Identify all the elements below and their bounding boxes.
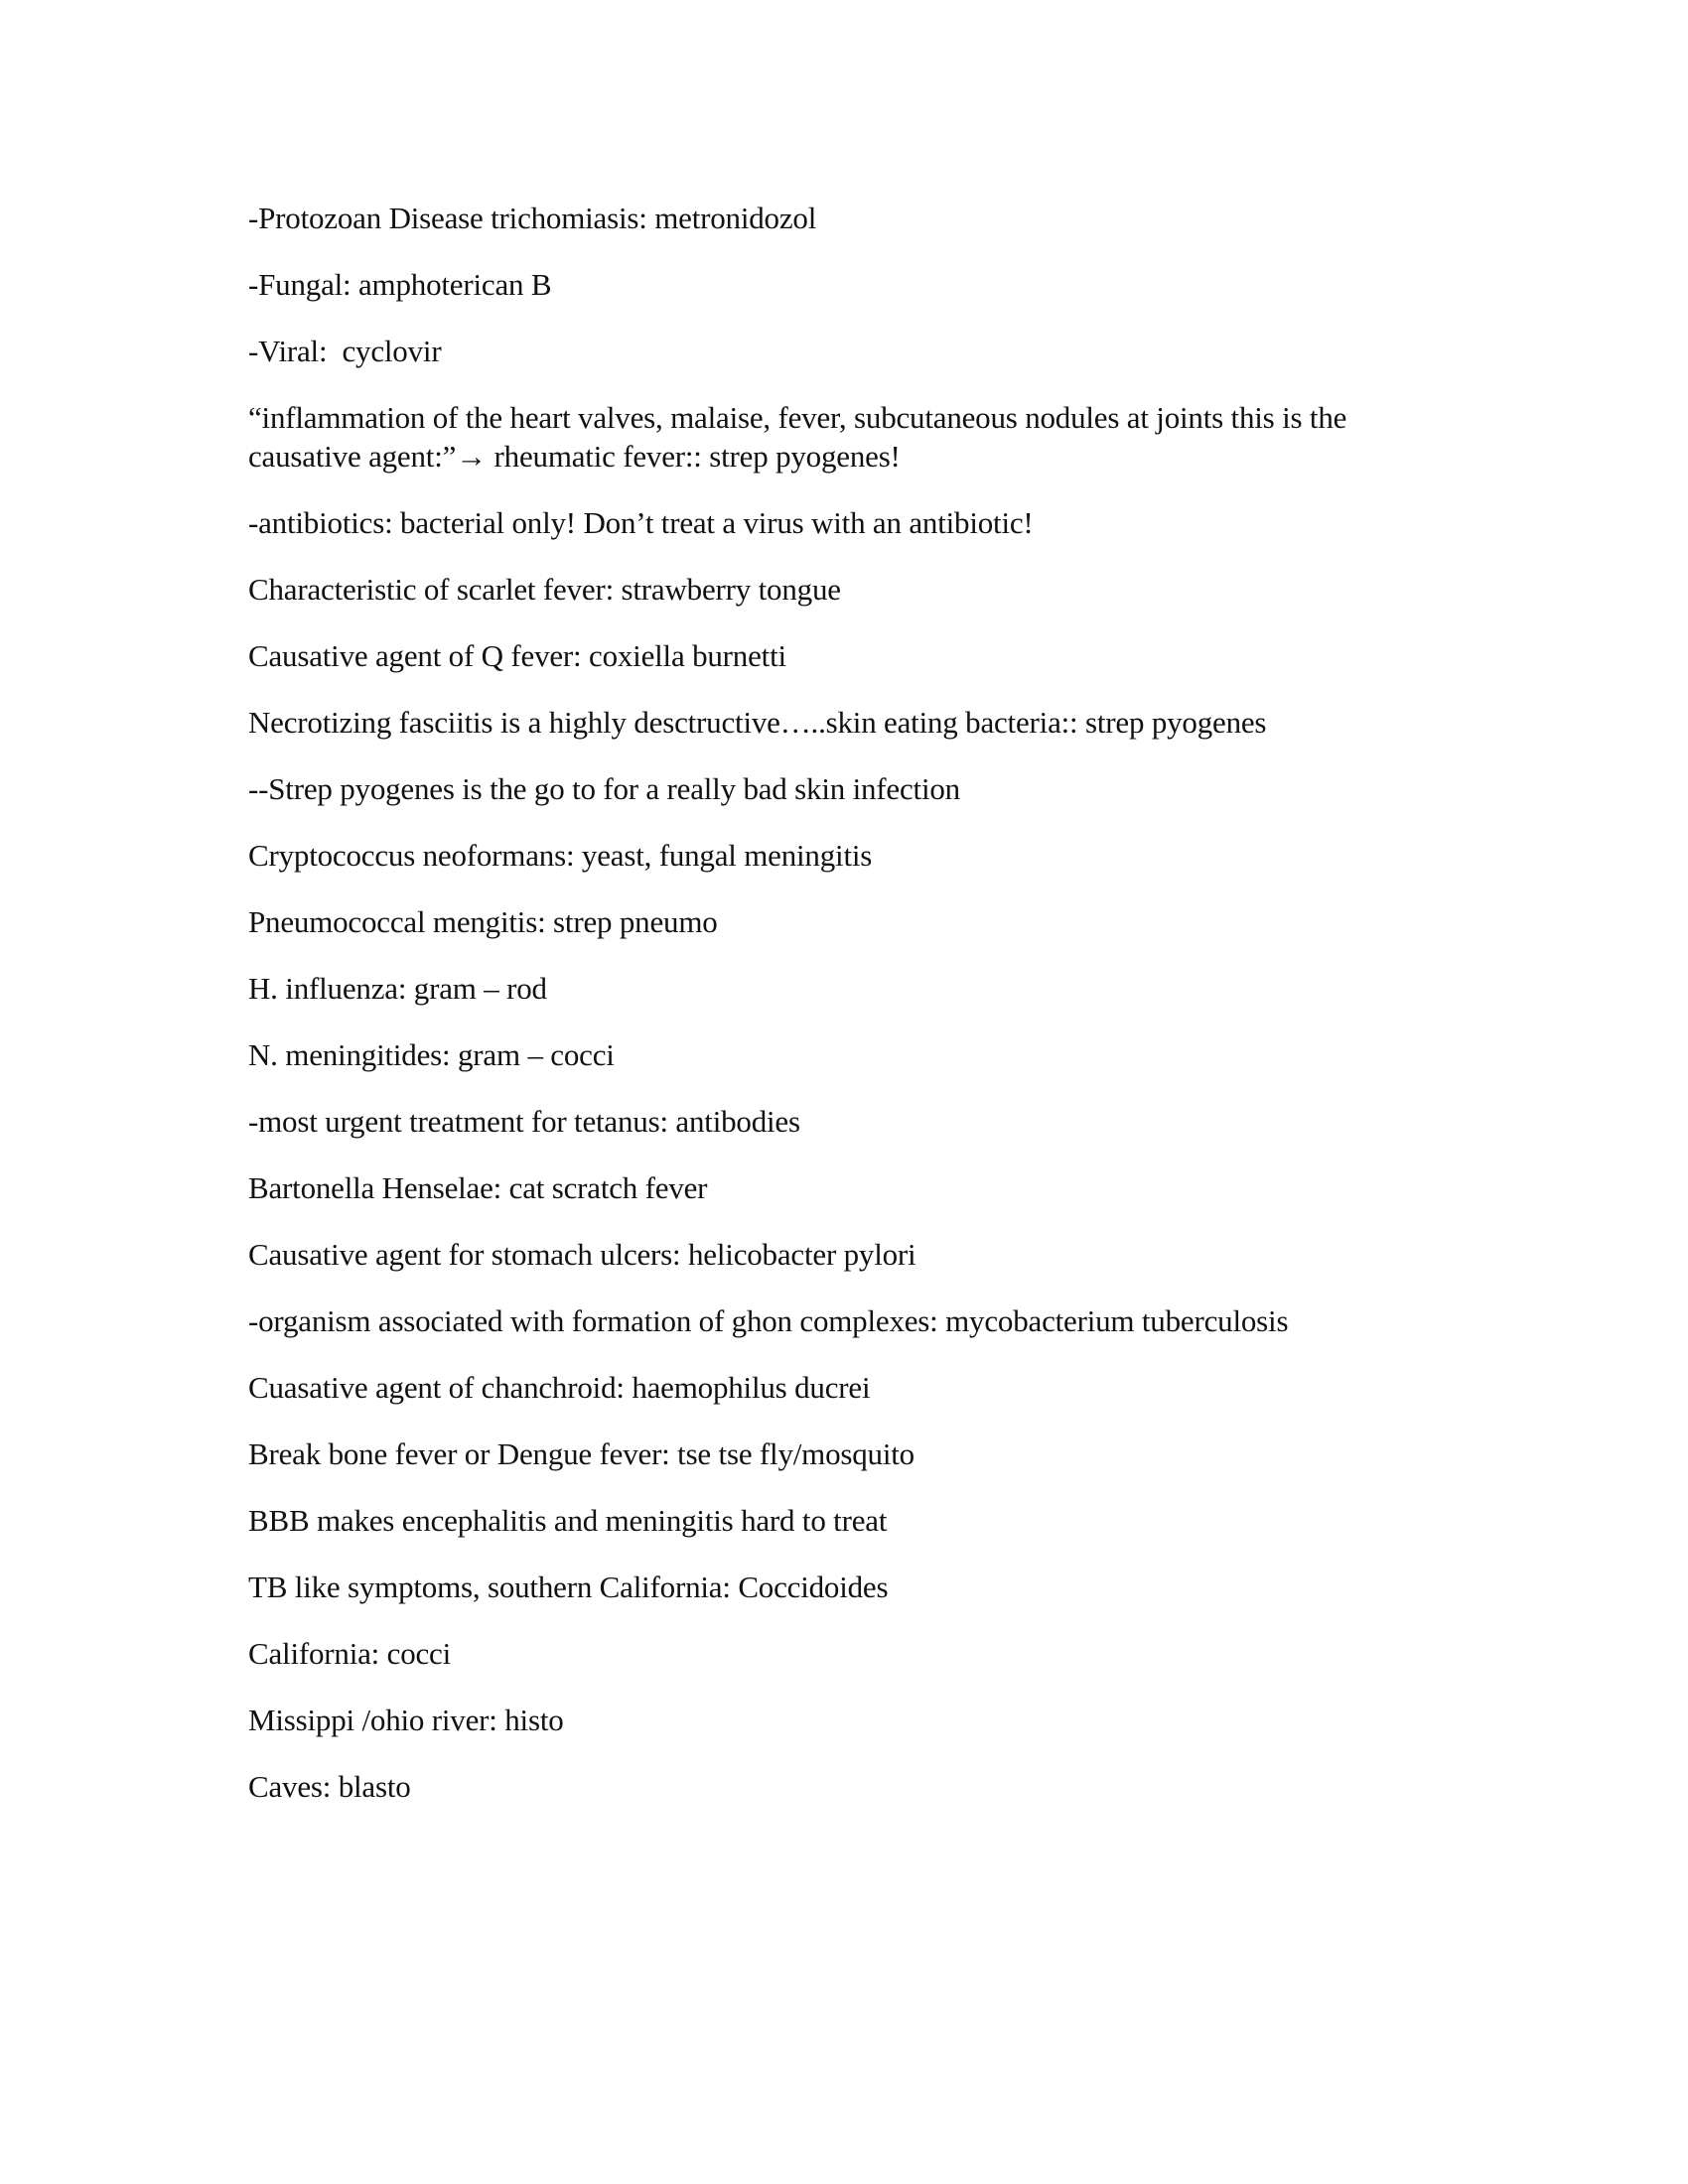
note-line-n-meningitides: N. meningitides: gram – cocci [248, 1037, 615, 1072]
note-line-tb-symptoms: TB like symptoms, southern California: Coccidoides [248, 1570, 889, 1604]
note-line-caves: Caves: blasto [248, 1769, 411, 1804]
note-line-antibiotics: -antibiotics: bacterial only! Don’t treat a virus with an antibiotic! [248, 505, 1034, 540]
note-line-tetanus: -most urgent treatment for tetanus: antibodies [248, 1104, 800, 1139]
note-line-fungal: -Fungal: amphoterican B [248, 267, 552, 302]
note-line-viral: -Viral: cyclovir [248, 334, 442, 368]
note-line-bbb: BBB makes encephalitis and meningitis hard to treat [248, 1503, 888, 1538]
note-line-protozoan: -Protozoan Disease trichomiasis: metronidozol [248, 201, 817, 235]
note-line-cryptococcus: Cryptococcus neoformans: yeast, fungal meningitis [248, 838, 873, 873]
note-line-chanchroid: Cuasative agent of chanchroid: haemophilus ducrei [248, 1370, 871, 1405]
note-line-q-fever: Causative agent of Q fever: coxiella burnetti [248, 638, 786, 673]
note-line-pneumococcal: Pneumococcal mengitis: strep pneumo [248, 904, 718, 939]
note-line-stomach-ulcers: Causative agent for stomach ulcers: helicobacter pylori [248, 1237, 916, 1272]
note-line-rheumatic-fever: “inflammation of the heart valves, malaise, fever, subcutaneous nodules at joints this is the causative agent:”→ rheumatic fever:: strep pyogenes! [248, 400, 1354, 474]
note-line-ghon-complexes: -organism associated with formation of ghon complexes: mycobacterium tuberculosis [248, 1303, 1289, 1338]
note-line-dengue: Break bone fever or Dengue fever: tse tse fly/mosquito [248, 1436, 914, 1471]
note-line-bartonella: Bartonella Henselae: cat scratch fever [248, 1170, 708, 1205]
note-line-h-influenza: H. influenza: gram – rod [248, 971, 547, 1006]
note-line-necrotizing-fasciitis: Necrotizing fasciitis is a highly desctructive…..skin eating bacteria:: strep pyogenes [248, 705, 1267, 740]
document-body [248, 199, 1460, 1834]
note-line-california: California: cocci [248, 1636, 452, 1671]
note-line-strep-pyogenes: --Strep pyogenes is the go to for a really bad skin infection [248, 771, 960, 806]
note-line-mississippi: Missippi /ohio river: histo [248, 1703, 564, 1737]
note-line-scarlet-fever: Characteristic of scarlet fever: strawberry tongue [248, 572, 841, 607]
